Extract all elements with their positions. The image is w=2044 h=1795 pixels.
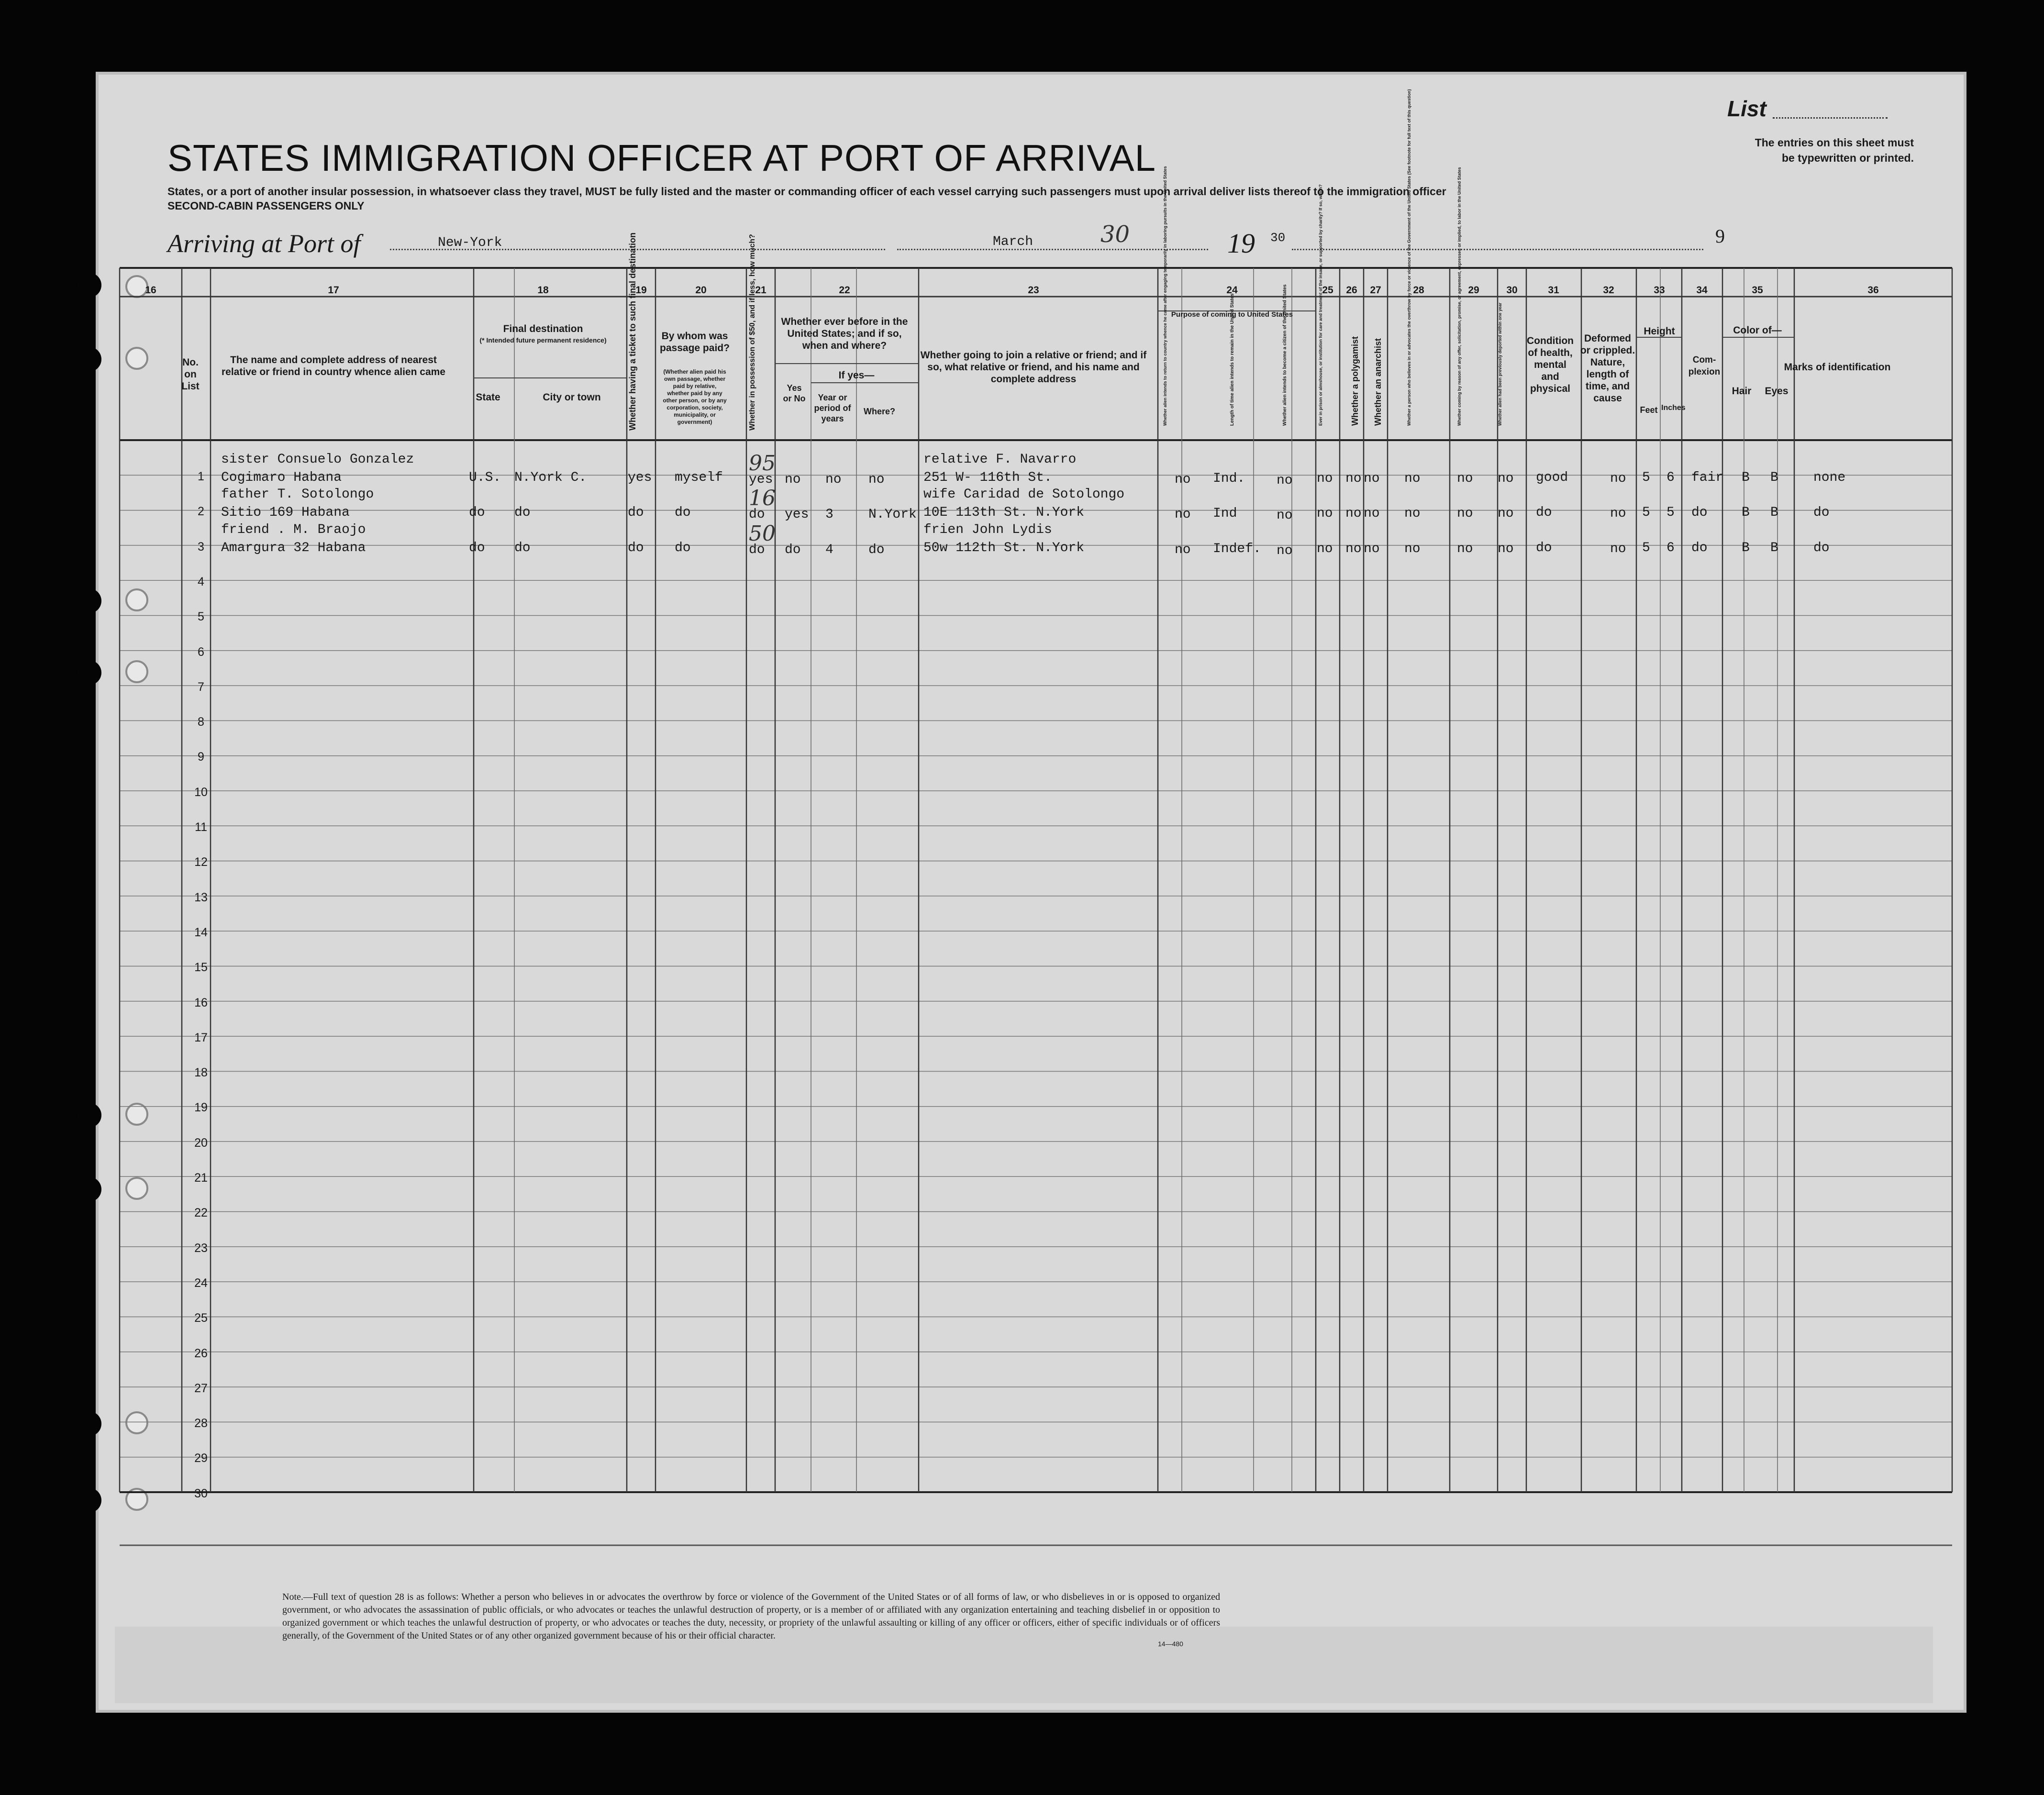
header-final-destination: Final destination [503,323,583,334]
cell-join-2: 50w 112th St. N.York [923,540,1085,555]
column-number: 20 [695,285,707,296]
cell-relative-2: Cogimaro Habana [221,470,342,485]
row-number: 21 [194,1171,208,1185]
cell-ticket: do [628,540,644,555]
row-number: 3 [198,540,204,554]
cell-join-1: frien John Lydis [923,522,1052,537]
row-number: 28 [194,1417,208,1430]
cell-ticket: yes [628,470,652,485]
header-q28: Whether a person who believes in or advocates the overthrow by force or violence of the Government of the United States (See footnote for full text of this question) [1407,89,1411,426]
port-value: New-York [438,235,502,250]
cell-prison: no [1317,506,1333,521]
column-number: 32 [1603,285,1614,296]
header-eyes: Eyes [1765,386,1788,397]
cell-marks: none [1813,470,1846,485]
row-number: 9 [198,750,204,764]
row-number: 1 [198,470,204,483]
cell-join-2: 10E 113th St. N.York [923,505,1085,521]
cell-deformed: no [1610,506,1626,521]
cell-p-b: Indef. [1213,541,1261,556]
cell-polyg: no [1345,506,1362,521]
header-city: City or town [543,392,601,403]
header-passage-sub: (Whether alien paid his own passage, whether paid by relative, whether paid by any other person, or by any corporation, society, municipality, or government) [663,368,727,425]
header-prison: Ever in prison or almshouse, or institution for care and treatment of the insane, or supported by charity? If so, which? [1318,184,1323,426]
row-number: 24 [194,1276,208,1290]
cell-q29: no [1457,471,1473,486]
row-number: 10 [194,785,208,799]
header-join: Whether going to join a relative or friend; and if so, what relative or friend, and his name and complete address [920,350,1147,385]
cell-feet: 5 [1642,505,1650,521]
intro-line1: States, or a port of another insular possession, in whatsoever class they travel, MUST be fully listed and the master or commanding officer of each vessel carrying such passengers must upon arrival deliver lists thereof to the immigration officer [167,185,1446,198]
cell-join-1: wife Caridad de Sotolongo [923,487,1125,502]
cell-deformed: no [1610,541,1626,556]
cell-marks: do [1813,540,1830,555]
cell-health: do [1536,540,1552,555]
cell-complexion: do [1691,540,1708,555]
header-final-destination-sub: (* Intended future permanent residence) [479,336,607,344]
row-number: 13 [194,890,208,904]
column-number: 16 [145,285,156,296]
header-deformed: Deformed or crippled. Nature, length of time, and cause [1580,333,1635,404]
row-number: 19 [194,1101,208,1115]
header-no-on-list: No. on List [181,357,200,392]
cell-money-handwritten: 50 [749,521,776,546]
header-ticket: Whether having a ticket to such final destination [628,232,637,431]
month-value: March [993,234,1033,249]
cell-hair: B [1742,505,1750,521]
cell-feet: 5 [1642,470,1650,485]
header-nearest-relative: The name and complete address of nearest relative or friend in country whence alien came [222,355,445,377]
cell-where: do [868,542,885,557]
column-number: 17 [328,285,339,296]
row-number: 12 [194,855,208,869]
header-q29: Whether coming by reason of any offer, solicitation, promise, or agreement, expressed or implied, to labor in the United States [1457,167,1462,426]
cell-relative-1: friend . M. Braojo [221,522,366,537]
column-number: 25 [1322,285,1333,296]
header-period: Year or period of years [814,393,851,423]
sheet-number: 9 [1715,225,1725,247]
header-before: Whether ever before in the United States; and if so, when and where? [781,316,908,351]
column-number: 34 [1696,285,1708,296]
row-number: 14 [194,925,208,939]
page-title: STATES IMMIGRATION OFFICER AT PORT OF ARRIVAL [167,137,1156,179]
cell-health: do [1536,505,1552,521]
row-number: 8 [198,715,204,729]
header-marks: Marks of identification [1784,362,1891,373]
cell-period: 4 [825,542,833,557]
header-if-yes: If yes— [838,370,875,381]
form-number: 14—480 [1158,1640,1183,1648]
header-purpose-c: Whether alien intends to become a citizen of the United States [1282,284,1288,426]
row-number: 27 [194,1381,208,1395]
cell-before: yes [785,507,809,522]
column-number: 23 [1028,285,1039,296]
cell-money-handwritten: 16 [749,486,776,511]
header-feet: Feet [1640,405,1658,415]
cell-relative-1: sister Consuelo Gonzalez [221,452,414,467]
column-number: 35 [1752,285,1763,296]
row-number: 5 [198,610,204,624]
cell-prison: no [1317,541,1333,556]
column-number: 18 [537,285,549,296]
column-number: 22 [839,285,850,296]
cell-where: no [868,472,885,487]
year-suffix: 30 [1270,231,1286,245]
cell-period: 3 [825,507,833,522]
typewritten-note-line2: be typewritten or printed. [1781,152,1914,164]
header-q30: Whether alien had been previously deported within one year [1498,302,1502,426]
cell-q29: no [1457,506,1473,521]
cell-anarch: no [1364,506,1380,521]
cell-city: N.York C. [514,470,587,485]
cell-state: do [469,505,485,521]
footnote: Note.—Full text of question 28 is as follows: Whether a person who believes in or advocates the overthrow by force or violence of the Government of the United States or of all forms of law, or who disbelieves in or is opposed to organized government, or who advocates the assassination of public officials, or who advocates or teaches the unlawful destruction of property, or is a member of or affiliated with any organization entertaining and teaching disbelief in or opposition to organized government or which teaches the unlawful destruction of property, or who advocates or teaches the duty, necessity, or propriety of the unlawful assaulting or killing of any officer or officers, either of specific individuals or of officers generally, of the Government of the United States or of any other organized government because of his or their official character. [282,1592,1220,1641]
column-number: 28 [1413,285,1424,296]
cell-state: do [469,540,485,555]
row-number: 17 [194,1030,208,1044]
typewritten-note-line1: The entries on this sheet must [1755,136,1914,149]
header-money: Whether in possession of $50, and if less, how much? [748,234,756,431]
header-polygamist: Whether a polygamist [1350,336,1360,426]
cell-passage: do [675,505,691,521]
cell-polyg: no [1345,471,1362,486]
cell-eyes: B [1770,470,1778,485]
row-number: 15 [194,961,208,975]
header-height: Height [1644,326,1675,337]
row-number: 30 [194,1486,208,1500]
cell-passage: myself [675,470,723,485]
cell-p-a: no [1175,472,1191,487]
cell-q28: no [1404,506,1421,521]
cell-money: do [749,542,765,557]
cell-money: do [749,507,765,522]
column-number: 19 [635,285,647,296]
list-label: List [1727,96,1766,121]
column-number: 30 [1506,285,1518,296]
cell-inches: 5 [1666,505,1675,521]
cell-q30: no [1498,541,1514,556]
cell-p-b: Ind. [1213,471,1245,486]
column-number: 21 [755,285,766,296]
cell-city: do [514,505,531,521]
cell-state: U.S. [469,470,501,485]
cell-relative-2: Amargura 32 Habana [221,540,366,555]
cell-anarch: no [1364,541,1380,556]
cell-where: N.York [868,507,917,522]
row-number: 29 [194,1452,208,1465]
header-passage: By whom was passage paid? [660,331,730,354]
cell-p-c: no [1277,543,1293,558]
row-number: 26 [194,1346,208,1360]
header-complexion: Com- plexion [1688,355,1721,377]
cell-p-a: no [1175,507,1191,522]
cell-relative-2: Sitio 169 Habana [221,505,350,521]
cell-q29: no [1457,541,1473,556]
cell-complexion: fair [1691,470,1724,485]
column-number: 33 [1654,285,1665,296]
header-purpose: Purpose of coming to United States [1171,310,1293,319]
cell-join-2: 251 W- 116th St. [923,470,1052,485]
row-number: 23 [194,1241,208,1255]
header-yes-no: Yes or No [783,383,806,403]
row-number: 4 [198,575,204,588]
cell-before: no [785,472,801,487]
cell-hair: B [1742,470,1750,485]
cell-p-a: no [1175,542,1191,557]
cell-before: do [785,542,801,557]
header-inches: Inches [1661,404,1686,412]
cell-feet: 5 [1642,540,1650,555]
arriving-label: Arriving at Port of [167,229,361,258]
column-number: 31 [1548,285,1559,296]
cell-hair: B [1742,540,1750,555]
header-where: Where? [863,407,895,416]
header-purpose-a: Whether alien intends to return to country whence he came after engaging temporarily in laboring pursuits in the United States [1163,166,1167,426]
cell-join-1: relative F. Navarro [923,452,1077,467]
column-number: 24 [1226,285,1238,296]
cell-money-handwritten: 95 [749,451,776,476]
row-number: 7 [198,680,204,694]
cell-p-c: no [1277,508,1293,523]
row-number: 20 [194,1136,208,1150]
cell-q28: no [1404,541,1421,556]
row-number: 16 [194,996,208,1009]
header-color-of: Color of— [1733,325,1782,336]
row-number: 6 [198,645,204,659]
row-number: 11 [195,820,207,834]
cell-passage: do [675,540,691,555]
header-hair: Hair [1732,386,1752,397]
intro-line2: SECOND-CABIN PASSENGERS ONLY [167,199,365,212]
cell-marks: do [1813,505,1830,521]
cell-deformed: no [1610,471,1626,486]
cell-money: yes [749,472,773,487]
cell-inches: 6 [1666,540,1675,555]
cell-polyg: no [1345,541,1362,556]
cell-anarch: no [1364,471,1380,486]
day-value: 30 [1100,221,1130,248]
cell-q28: no [1404,471,1421,486]
year-prefix: 19 [1227,228,1255,259]
cell-complexion: do [1691,505,1708,521]
header-state: State [476,392,500,403]
cell-ticket: do [628,505,644,521]
cell-relative-1: father T. Sotolongo [221,487,374,502]
cell-inches: 6 [1666,470,1675,485]
column-number: 36 [1867,285,1879,296]
row-number: 25 [194,1311,208,1325]
cell-p-c: no [1277,473,1293,488]
header-health: Condition of health, mental and physical [1527,335,1574,394]
row-number: 2 [198,505,204,519]
cell-period: no [825,472,842,487]
column-number: 27 [1370,285,1381,296]
cell-q30: no [1498,506,1514,521]
cell-city: do [514,540,531,555]
cell-p-b: Ind [1213,506,1237,521]
row-number: 18 [194,1066,208,1080]
cell-q30: no [1498,471,1514,486]
column-number: 26 [1346,285,1357,296]
header-purpose-b: Length of time alien intends to remain in the United States [1230,293,1235,426]
cell-eyes: B [1770,505,1778,521]
cell-health: good [1536,470,1568,485]
cell-eyes: B [1770,540,1778,555]
row-number: 22 [194,1206,208,1220]
cell-prison: no [1317,471,1333,486]
column-number: 29 [1468,285,1479,296]
header-anarchist: Whether an anarchist [1373,338,1383,426]
